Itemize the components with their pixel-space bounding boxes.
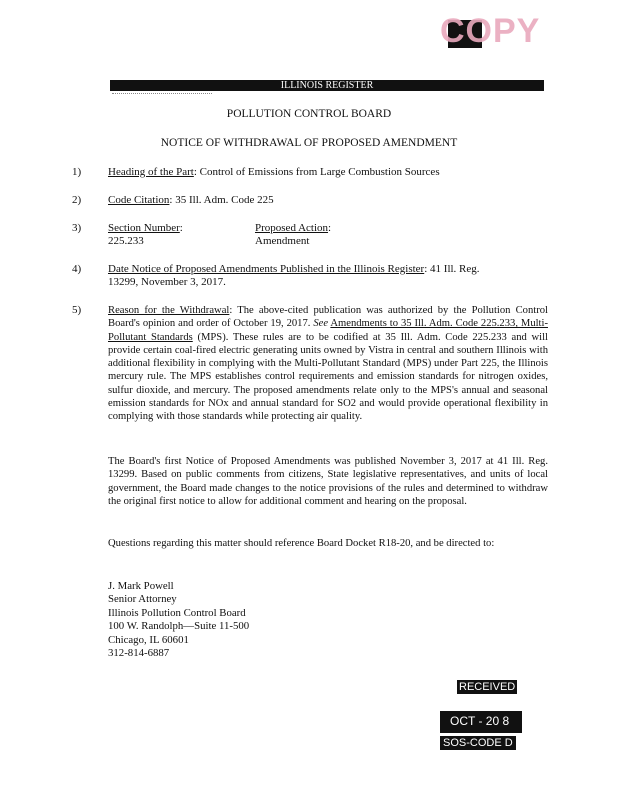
- notice-title: NOTICE OF WITHDRAWAL OF PROPOSED AMENDMENT: [160, 137, 458, 149]
- contact-address-1: 100 W. Randolph—Suite 11-500: [108, 620, 250, 633]
- contact-block: [108, 580, 249, 660]
- received-stamp: RECEIVED: [459, 681, 516, 693]
- item-label: Proposed Action: [255, 222, 329, 234]
- item-code-citation: [108, 194, 274, 208]
- action-value: Amendment: [255, 235, 310, 247]
- received-date: OCT - 20 8: [450, 714, 510, 728]
- register-header: ILLINOIS REGISTER: [110, 80, 544, 91]
- sos-code-stamp: SOS-CODE D: [440, 736, 516, 750]
- board-title: POLLUTION CONTROL BOARD: [226, 108, 392, 120]
- item-number: 4): [72, 263, 82, 275]
- contact-org: Illinois Pollution Control Board: [108, 606, 246, 619]
- item-value: : Control of Emissions from Large Combustion Sources: [193, 166, 440, 178]
- reason-paragraph-2: The Board's first Notice of Proposed Amendments was published November 3, 2017 at 41 Ill. Reg. 13299. Based on public comments from citizens, State legislative representatives, and units of local government, the Board made changes to the notice provisions of the rules and determined to withdraw the original first notice to allow for additional comment and hearing on the proposal.: [108, 456, 548, 507]
- header-divider: [112, 93, 212, 98]
- item-value: : 41 Ill. Reg.: [424, 263, 480, 275]
- item-label: Date Notice of Proposed Amendments Published in the Illinois Register: [108, 263, 425, 275]
- contact-name: J. Mark Powell: [108, 580, 174, 592]
- item-heading: [108, 166, 440, 180]
- item-label: Section Number: [108, 222, 180, 234]
- see-signal: See: [313, 318, 329, 330]
- item-value: : 35 Ill. Adm. Code 225: [169, 194, 274, 206]
- copy-stamp: [440, 10, 544, 50]
- item-section-number: Section Number:: [108, 222, 183, 234]
- item-date-line2: 13299, November 3, 2017.: [108, 276, 226, 288]
- reason-paragraph-3: Questions regarding this matter should reference Board Docket R18-20, and be directed to:: [108, 538, 495, 549]
- contact-phone: 312-814-6887: [108, 647, 170, 660]
- item-number: 5): [72, 304, 82, 316]
- received-date-stamp: [440, 711, 522, 733]
- rulemaking-citation: Amendments to 35 Ill. Adm. Code 225.233, Multi-Pollutant Standards: [108, 318, 548, 343]
- item-number: 1): [72, 166, 82, 178]
- reason-paragraph-1: Reason for the Withdrawal: The above-cited publication was authorized by the Pollution Control Board's opinion and order of October 19, 2017. See Amendments to 35 Ill. Adm. Code 225.233, Multi-Pollutant Standards (MPS). These rules are to be codified at 35 Ill. Adm. Code 225.233 and will provide certain coal-fired electric generating units owned by Vistra in central and southern Illinois with additional flexibility in complying with the Multi-Pollutant Standard (MPS) under Part 225, the Illinois mercury rule. The MPS establishes control requirements and emission standards for nitrogen oxides, sulfur dioxide, and mercury. The proposed amendments relate only to the MPS's annual and seasonal emission standards for NOx and annual standard for SO2 and would provide operational flexibility in complying with those standards while protecting air quality.: [108, 305, 548, 423]
- item-proposed-action: Proposed Action:: [255, 222, 332, 234]
- copy-stamp-text: COPY: [440, 12, 541, 50]
- contact-address-2: Chicago, IL 60601: [108, 633, 189, 646]
- item-date-notice: [108, 263, 480, 277]
- item-number: 2): [72, 194, 82, 206]
- item-label: Code Citation: [108, 194, 170, 206]
- item-number: 3): [72, 222, 82, 234]
- item-label: Heading of the Part: [108, 166, 194, 178]
- contact-title: Senior Attorney: [108, 593, 177, 606]
- section-value: 225.233: [108, 235, 144, 247]
- item-label: Reason for the Withdrawal: [108, 305, 230, 316]
